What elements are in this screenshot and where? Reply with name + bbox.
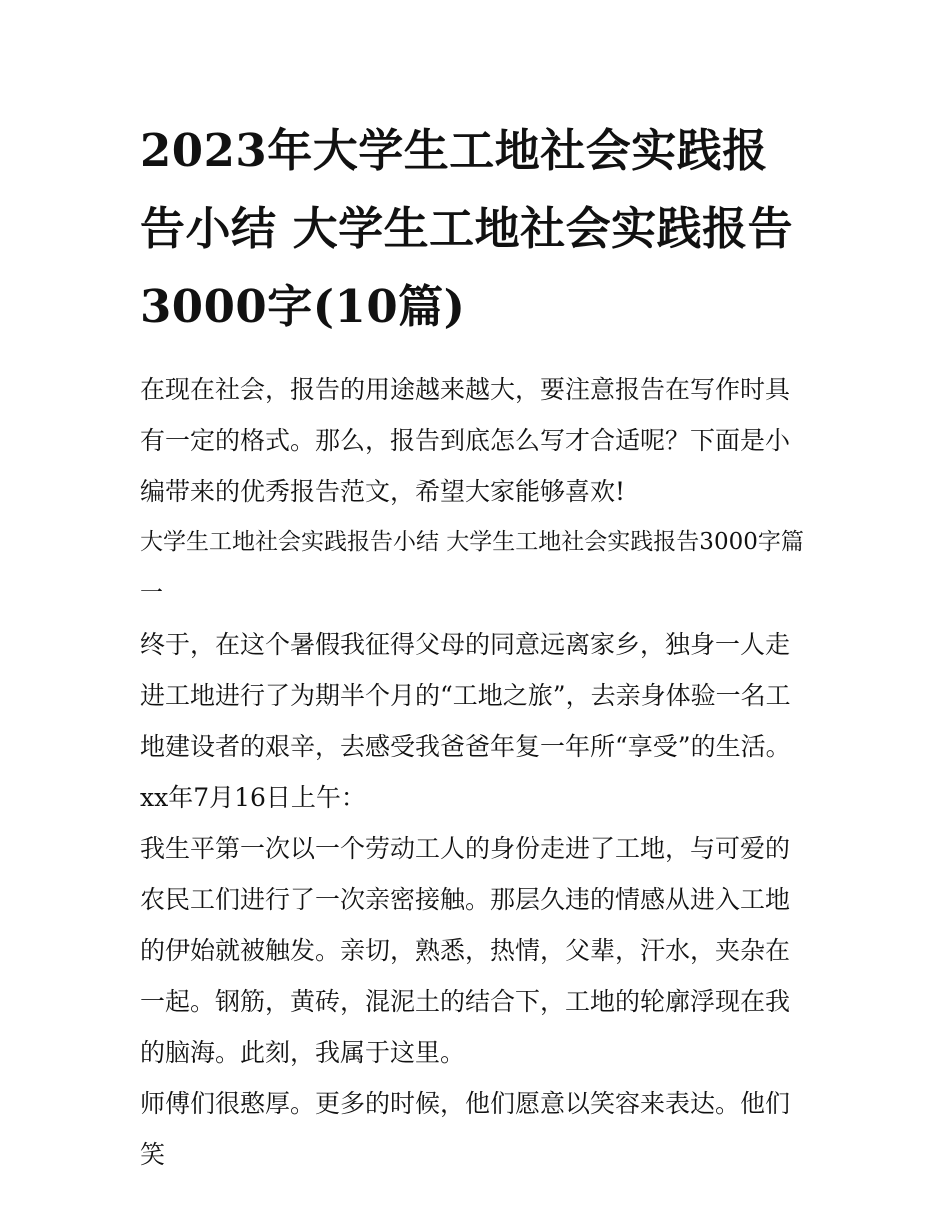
section-heading: 大学生工地社会实践报告小结 大学生工地社会实践报告3000字篇一 [140, 529, 804, 606]
date-line: xx年7月16日上午： [140, 783, 366, 812]
body-paragraph: 我生平第一次以一个劳动工人的身份走进了工地，与可爱的农民工们进行了一次亲密接触。那层久违的情感从进入工地的伊始就被触发。亲切，熟悉，热情，父辈，汗水，夹杂在一起。钢筋，黄砖，混泥土的结合下，工地的轮廓浮现在我的脑海。此刻，我属于这里。 [140, 834, 791, 1067]
body-paragraph: 终于，在这个暑假我征得父母的同意远离家乡，独身一人走进工地进行了为期半个月的“工地之旅”，去亲身体验一名工地建设者的艰辛，去感受我爸爸年复一年所“享受”的生活。 [140, 630, 791, 761]
intro-paragraph: 在现在社会，报告的用途越来越大，要注意报告在写作时具有一定的格式。那么，报告到底怎么写才合适呢？下面是小编带来的优秀报告范文，希望大家能够喜欢! [140, 375, 791, 506]
document-page [140, 112, 812, 1180]
body-paragraph: 师傅们很憨厚。更多的时候，他们愿意以笑容来表达。他们笑 [140, 1089, 791, 1169]
document-title: 2023年大学生工地社会实践报告小结 大学生工地社会实践报告3000字(10篇) [140, 124, 794, 333]
